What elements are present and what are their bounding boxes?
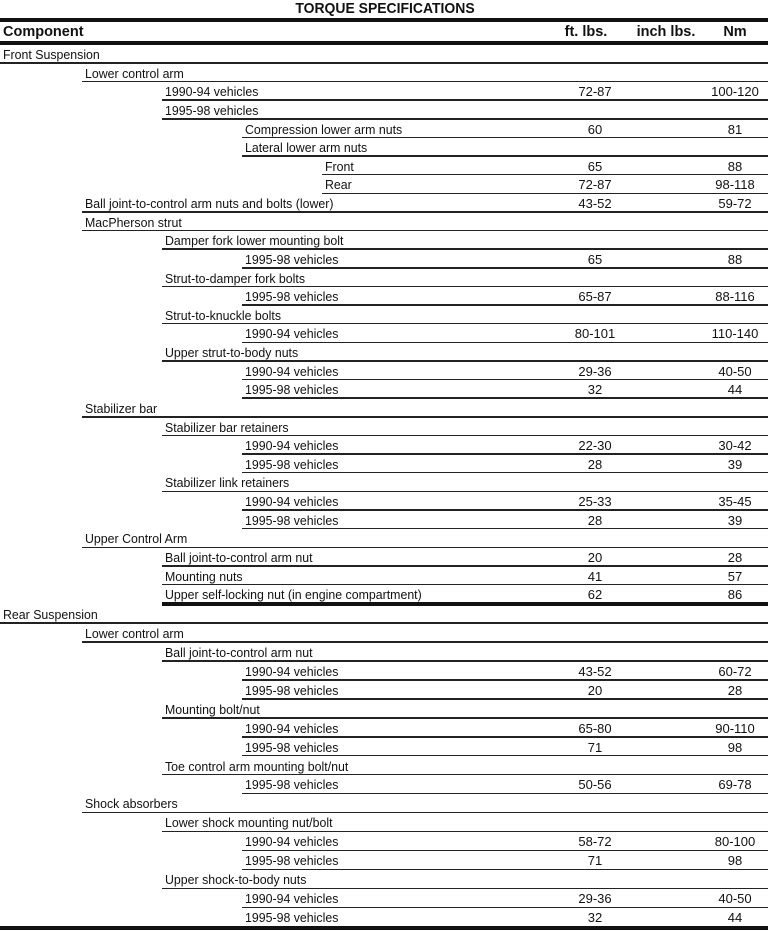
component-label: 1995-98 vehicles bbox=[245, 382, 339, 398]
component-label: 1995-98 vehicles bbox=[245, 251, 339, 267]
component-label: MacPherson strut bbox=[85, 214, 182, 230]
table-bottom-rule bbox=[0, 926, 768, 930]
component-label: Stabilizer bar bbox=[85, 400, 158, 416]
component-label: 1995-98 vehicles bbox=[245, 777, 339, 793]
component-label: Upper strut-to-body nuts bbox=[165, 345, 299, 361]
nm-value: 80-100 bbox=[714, 834, 756, 850]
column-header-inch-lbs: inch lbs. bbox=[636, 24, 696, 40]
table-row bbox=[242, 908, 768, 927]
ft-lbs-value: 20 bbox=[587, 550, 603, 565]
component-label: Lower control arm bbox=[85, 625, 184, 641]
component-label: 1995-98 vehicles bbox=[245, 682, 339, 698]
ft-lbs-value: 65 bbox=[587, 158, 603, 174]
nm-value: 39 bbox=[727, 456, 743, 472]
nm-value: 90-110 bbox=[715, 720, 755, 736]
component-label: Damper fork lower mounting bolt bbox=[165, 233, 344, 249]
table-row bbox=[162, 231, 768, 250]
component-label: Ball joint-to-control arm nut bbox=[165, 644, 313, 660]
ft-lbs-value: 25-33 bbox=[578, 494, 612, 510]
table-row bbox=[162, 473, 768, 492]
ft-lbs-value: 29-36 bbox=[578, 891, 612, 907]
table-row bbox=[242, 436, 768, 455]
component-label: 1995-98 vehicles bbox=[245, 739, 339, 755]
nm-value: 35-45 bbox=[718, 494, 752, 510]
table-row bbox=[162, 870, 768, 889]
nm-value: 81 bbox=[727, 121, 743, 137]
ft-lbs-value: 80-101 bbox=[574, 326, 616, 342]
table-row bbox=[82, 64, 768, 83]
table-row bbox=[242, 287, 768, 306]
ft-lbs-value: 65 bbox=[587, 251, 603, 267]
nm-value: 39 bbox=[727, 512, 743, 528]
component-label: Rear bbox=[325, 177, 352, 193]
table-row bbox=[242, 138, 768, 157]
table-row bbox=[322, 157, 768, 176]
ft-lbs-value: 71 bbox=[587, 853, 603, 869]
nm-value: 28 bbox=[727, 682, 743, 698]
ft-lbs-value: 22-30 bbox=[578, 438, 612, 454]
component-label: 1995-98 vehicles bbox=[245, 910, 339, 926]
ft-lbs-value: 65-80 bbox=[578, 720, 612, 736]
ft-lbs-value: 72-87 bbox=[578, 84, 612, 100]
nm-value: 40-50 bbox=[718, 891, 752, 907]
table-row bbox=[242, 662, 768, 681]
nm-value: 110-140 bbox=[711, 326, 759, 342]
nm-value: 88 bbox=[727, 158, 743, 174]
page-title: TORQUE SPECIFICATIONS bbox=[295, 0, 475, 17]
nm-value: 98 bbox=[727, 739, 743, 755]
ft-lbs-value: 29-36 bbox=[578, 363, 612, 379]
component-label: 1990-94 vehicles bbox=[245, 438, 339, 454]
component-label: 1995-98 vehicles bbox=[165, 102, 259, 118]
nm-value: 86 bbox=[727, 587, 743, 603]
ft-lbs-value: 72-87 bbox=[578, 177, 612, 193]
table-row bbox=[242, 492, 768, 511]
ft-lbs-value: 32 bbox=[587, 910, 603, 926]
component-label: 1990-94 vehicles bbox=[245, 891, 339, 907]
ft-lbs-value: 43-52 bbox=[578, 196, 612, 212]
component-label: Ball joint-to-control arm nut bbox=[165, 550, 313, 565]
nm-value: 44 bbox=[727, 382, 743, 398]
ft-lbs-value: 71 bbox=[587, 739, 603, 755]
table-row bbox=[162, 700, 768, 719]
table-row bbox=[162, 306, 768, 325]
component-label: Compression lower arm nuts bbox=[245, 121, 403, 137]
ft-lbs-value: 62 bbox=[587, 587, 603, 603]
table-header bbox=[0, 22, 770, 42]
nm-value: 40-50 bbox=[718, 363, 752, 379]
component-label: Stabilizer bar retainers bbox=[165, 419, 289, 435]
table-row bbox=[242, 681, 768, 700]
table-row bbox=[242, 851, 768, 870]
table-row bbox=[162, 643, 768, 662]
ft-lbs-value: 28 bbox=[587, 456, 603, 472]
component-label: Upper shock-to-body nuts bbox=[165, 872, 307, 888]
table-row bbox=[162, 101, 768, 120]
component-label: Rear Suspension bbox=[3, 606, 98, 622]
table-row bbox=[162, 548, 768, 567]
component-label: Ball joint-to-control arm nuts and bolts (lower) bbox=[85, 196, 334, 212]
table-row bbox=[82, 213, 768, 232]
component-label: Front bbox=[325, 158, 354, 174]
nm-value: 88 bbox=[727, 251, 743, 267]
nm-value: 60-72 bbox=[718, 663, 752, 679]
ft-lbs-value: 41 bbox=[587, 568, 603, 584]
component-label: 1995-98 vehicles bbox=[245, 456, 339, 472]
component-label: 1995-98 vehicles bbox=[245, 289, 339, 305]
column-header-ft-lbs: ft. lbs. bbox=[564, 24, 608, 40]
component-label: 1990-94 vehicles bbox=[245, 663, 339, 679]
nm-value: 28 bbox=[727, 550, 743, 565]
table-row bbox=[162, 82, 768, 101]
nm-value: 100-120 bbox=[711, 84, 759, 100]
component-label: Shock absorbers bbox=[85, 796, 178, 812]
component-label: 1990-94 vehicles bbox=[245, 326, 339, 342]
component-label: Upper self-locking nut (in engine compartment) bbox=[165, 587, 422, 603]
table-row bbox=[242, 455, 768, 474]
ft-lbs-value: 58-72 bbox=[578, 834, 612, 850]
table-row bbox=[242, 775, 768, 794]
nm-value: 88-116 bbox=[715, 289, 755, 305]
component-label: Mounting nuts bbox=[165, 568, 243, 584]
table-row bbox=[162, 585, 768, 604]
table-row bbox=[162, 813, 768, 832]
component-label: Front Suspension bbox=[3, 47, 100, 62]
table-row bbox=[162, 567, 768, 586]
table-row bbox=[162, 269, 768, 288]
table-row bbox=[242, 380, 768, 399]
column-header-component: Component bbox=[3, 24, 84, 40]
table-row bbox=[162, 418, 768, 437]
ft-lbs-value: 60 bbox=[587, 121, 603, 137]
nm-value: 59-72 bbox=[718, 196, 752, 212]
table-row bbox=[82, 794, 768, 813]
ft-lbs-value: 65-87 bbox=[578, 289, 612, 305]
ft-lbs-value: 50-56 bbox=[578, 777, 612, 793]
table-row bbox=[0, 45, 768, 64]
component-label: Toe control arm mounting bolt/nut bbox=[165, 758, 349, 774]
nm-value: 69-78 bbox=[718, 777, 752, 793]
table-row bbox=[242, 324, 768, 343]
table-row bbox=[242, 362, 768, 381]
table-row bbox=[242, 832, 768, 851]
table-row bbox=[82, 624, 768, 643]
component-label: Upper Control Arm bbox=[85, 531, 188, 547]
component-label: Strut-to-knuckle bolts bbox=[165, 307, 282, 323]
ft-lbs-value: 32 bbox=[587, 382, 603, 398]
table-row bbox=[82, 529, 768, 548]
table-row bbox=[82, 194, 768, 213]
table-row bbox=[242, 889, 768, 908]
component-label: 1990-94 vehicles bbox=[165, 84, 259, 100]
table-row bbox=[322, 175, 768, 194]
nm-value: 30-42 bbox=[718, 438, 752, 454]
ft-lbs-value: 20 bbox=[587, 682, 603, 698]
component-label: Stabilizer link retainers bbox=[165, 475, 290, 491]
table-row bbox=[82, 399, 768, 418]
nm-value: 98-118 bbox=[715, 177, 755, 193]
table-row bbox=[242, 719, 768, 738]
nm-value: 57 bbox=[727, 568, 743, 584]
table-row bbox=[162, 757, 768, 776]
table-row bbox=[242, 250, 768, 269]
table-row bbox=[162, 343, 768, 362]
component-label: 1995-98 vehicles bbox=[245, 853, 339, 869]
component-label: 1990-94 vehicles bbox=[245, 494, 339, 510]
nm-value: 98 bbox=[727, 853, 743, 869]
table-row bbox=[0, 605, 768, 624]
nm-value: 44 bbox=[727, 910, 743, 926]
component-label: Lower shock mounting nut/bolt bbox=[165, 815, 333, 831]
table-row bbox=[242, 120, 768, 139]
table-row bbox=[242, 511, 768, 530]
table-row bbox=[242, 738, 768, 757]
ft-lbs-value: 28 bbox=[587, 512, 603, 528]
component-label: Mounting bolt/nut bbox=[165, 701, 260, 717]
column-header-nm: Nm bbox=[723, 24, 747, 40]
component-label: 1995-98 vehicles bbox=[245, 512, 339, 528]
ft-lbs-value: 43-52 bbox=[578, 663, 612, 679]
component-label: 1990-94 vehicles bbox=[245, 363, 339, 379]
component-label: Strut-to-damper fork bolts bbox=[165, 270, 306, 286]
component-label: Lateral lower arm nuts bbox=[245, 140, 368, 156]
component-label: 1990-94 vehicles bbox=[245, 720, 339, 736]
component-label: 1990-94 vehicles bbox=[245, 834, 339, 850]
component-label: Lower control arm bbox=[85, 65, 184, 81]
